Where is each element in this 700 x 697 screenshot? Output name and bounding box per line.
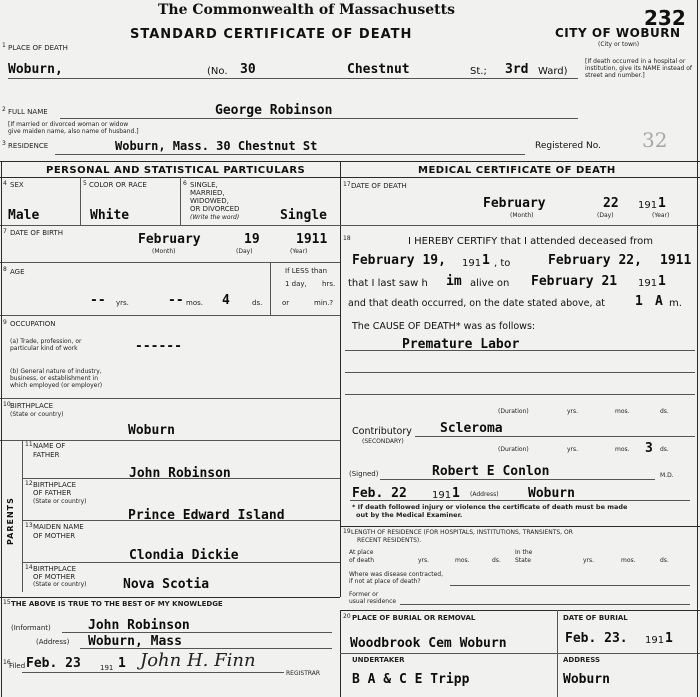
burial-mid-rule	[340, 653, 700, 654]
signed-rule	[380, 479, 655, 480]
occupation-b-label-3: which employed (or employer)	[10, 382, 103, 389]
field-num-15: 15	[3, 599, 11, 606]
place-of-death-label: PLACE OF DEATH	[8, 44, 68, 52]
birthplace-label-1: BIRTHPLACE	[10, 402, 54, 410]
undertaker-label: UNDERTAKER	[352, 656, 405, 664]
mother-label-2: OF MOTHER	[33, 532, 76, 540]
mother-row-rule	[22, 562, 340, 563]
signed-label: (Signed)	[349, 470, 379, 478]
field-num-5: 5	[83, 180, 87, 187]
min-label: min.?	[314, 299, 334, 307]
signed-name: Robert E Conlon	[432, 464, 550, 479]
marital-label-3: WIDOWED,	[190, 197, 229, 205]
full-name-note2: give maiden name, also name of husband.]	[8, 128, 139, 135]
filed-year-prefix: 191	[100, 664, 114, 672]
death-month-label: (Month)	[510, 212, 534, 219]
place-note: [If death occurred in a hospital or institution, give its NAME instead of street and number.]	[585, 58, 693, 79]
of-death-label: of death	[349, 557, 375, 564]
place-mos-label: mos.	[455, 557, 470, 564]
father-bp-label-2: OF FATHER	[33, 489, 72, 497]
secondary-label: (SECONDARY)	[362, 438, 404, 445]
undertaker-name: B A & C E Tripp	[352, 672, 470, 687]
contracted-label-1: Where was disease contracted,	[349, 571, 443, 578]
contrib-duration-mos: mos.	[615, 446, 630, 453]
filed-rule	[22, 672, 284, 673]
place-ward-label: Ward)	[538, 66, 568, 77]
contrib-duration-ds: ds.	[660, 446, 669, 453]
field-num-1: 1	[2, 42, 6, 49]
informant-rule	[62, 632, 332, 633]
contributory-value: Scleroma	[440, 421, 503, 436]
signed-date: Feb. 22	[352, 486, 407, 501]
informant-name: John Robinson	[88, 618, 190, 633]
burial-top-rule	[340, 610, 700, 611]
mother-bp-label-1: BIRTHPLACE	[33, 565, 77, 573]
dob-year-label: (Year)	[290, 248, 308, 255]
color-marital-divider	[180, 177, 181, 225]
sex-row-rule	[0, 225, 340, 226]
cause-label: The CAUSE OF DEATH* was as follows:	[352, 321, 536, 332]
dob-month-label: (Month)	[152, 248, 176, 255]
birthplace-row-rule	[0, 440, 340, 441]
certificate-number: 232	[644, 6, 686, 30]
dob-row-rule	[0, 262, 340, 263]
contrib-duration-label: (Duration)	[498, 446, 529, 453]
date-of-death-label: DATE OF DEATH	[351, 182, 407, 190]
marital-label-1: SINGLE,	[190, 181, 218, 189]
field-num-7: 7	[3, 228, 7, 235]
age-row-rule	[0, 315, 340, 316]
age-mos-label: mos.	[186, 299, 203, 307]
death-hour: 1	[635, 294, 643, 309]
in-the-label: In the	[515, 549, 533, 556]
place-number: 30	[240, 62, 256, 77]
death-year-prefix: 191	[638, 200, 658, 211]
burial-place-label: PLACE OF BURIAL OR REMOVAL	[352, 614, 476, 622]
place-ds-label: ds.	[492, 557, 501, 564]
cause-rule-2	[345, 372, 695, 373]
informant-address-rule	[80, 648, 332, 649]
field-num-6: 6	[183, 180, 187, 187]
left-frame	[1, 161, 2, 697]
full-name-label: FULL NAME	[8, 108, 48, 116]
father-bp-row-rule	[22, 520, 340, 521]
father-bp-label-3: (State or country)	[33, 498, 87, 505]
mother-label-1: MAIDEN NAME	[33, 523, 84, 531]
age-months: --	[168, 293, 184, 308]
marital-label-4: OR DIVORCED	[190, 205, 240, 213]
footnote-2: out by the Medical Examiner.	[356, 511, 463, 519]
death-ampm: A	[655, 294, 663, 309]
less-than-label: If LESS than	[285, 267, 328, 275]
city-note: (City or town)	[598, 41, 640, 48]
burial-place: Woodbrook Cem Woburn	[350, 636, 507, 651]
occupation-b-label-2: business, or establishment in	[10, 375, 98, 382]
certify-text: I HEREBY CERTIFY that I attended deceased from	[408, 236, 653, 247]
footnote-1: * If death followed injury or violence the certificate of death must be made	[352, 503, 628, 511]
field-num-13: 13	[25, 522, 33, 529]
field-num-12: 12	[25, 480, 33, 487]
birthplace-value: Woburn	[128, 423, 175, 438]
birthplace-label-2: (State or country)	[10, 411, 64, 418]
field-num-11: 11	[25, 441, 33, 448]
contrib-duration-days: 3	[645, 441, 653, 456]
death-year-label: (Year)	[652, 212, 670, 219]
dob-day-label: (Day)	[236, 248, 253, 255]
sex-color-divider	[80, 177, 81, 225]
state-label: State	[515, 557, 531, 564]
contributory-rule	[415, 436, 695, 437]
place-st-label: St.;	[470, 66, 487, 77]
medical-section-title: MEDICAL CERTIFICATE OF DEATH	[418, 165, 616, 176]
burial-date: Feb. 23.	[565, 631, 628, 646]
full-name-note1: [If married or divorced woman or widow	[8, 121, 129, 128]
attended-from-year-prefix: 191	[462, 258, 482, 269]
parents-label: PARENTS	[6, 497, 15, 545]
registrar-signature: John H. Finn	[140, 650, 256, 671]
residence-rule	[55, 154, 525, 155]
sex-label: SEX	[10, 181, 24, 189]
age-years: --	[90, 293, 106, 308]
occupation-value: ------	[135, 339, 182, 354]
field-num-17: 17	[343, 181, 351, 188]
alive-year-suffix: 1	[658, 274, 666, 289]
field-num-18: 18	[343, 235, 351, 242]
certificate-title: STANDARD CERTIFICATE OF DEATH	[130, 27, 413, 42]
burial-year-prefix: 191	[645, 635, 665, 646]
duration-ds: ds.	[660, 408, 669, 415]
death-year-suffix: 1	[658, 196, 666, 211]
state-mos-label: mos.	[621, 557, 636, 564]
state-ds-label: ds.	[660, 557, 669, 564]
field-num-3: 3	[2, 140, 6, 147]
death-month: February	[483, 196, 546, 211]
center-divider	[340, 161, 341, 597]
place-street: Chestnut	[347, 62, 410, 77]
death-occurred-text: and that death occurred, on the date stated above, at	[348, 298, 606, 309]
former-label-1: Former or	[349, 591, 379, 598]
father-name: John Robinson	[129, 466, 231, 481]
mother-bp-label-3: (State or country)	[33, 581, 87, 588]
occupation-row-rule	[0, 398, 340, 399]
to-label: , to	[494, 258, 511, 269]
dob-day: 19	[244, 232, 260, 247]
signed-address-rule	[350, 500, 690, 501]
marital-label-5: (Write the word)	[190, 214, 240, 221]
undertaker-address: Woburn	[563, 672, 610, 687]
dob-year: 1911	[296, 232, 328, 247]
color-label: COLOR OR RACE	[89, 181, 147, 189]
field-num-20: 20	[343, 613, 351, 620]
age-days: 4	[222, 293, 230, 308]
burial-year-suffix: 1	[665, 631, 673, 646]
occupation-a-label-2: particular kind of work	[10, 345, 78, 352]
cause-value: Premature Labor	[402, 337, 520, 352]
attended-from: February 19,	[352, 253, 446, 268]
father-label-1: NAME OF	[33, 442, 66, 450]
father-bp-label-1: BIRTHPLACE	[33, 481, 77, 489]
place-rule	[8, 78, 578, 79]
age-less-divider	[270, 262, 271, 315]
occupation-label: OCCUPATION	[10, 320, 56, 328]
contracted-label-2: if not at place of death?	[349, 578, 421, 585]
at-place-label: At place	[349, 549, 374, 556]
former-label-2: usual residence	[349, 598, 397, 605]
place-yrs-label: yrs.	[418, 557, 430, 564]
registered-label: Registered No.	[535, 141, 601, 151]
mother-birthplace: Nova Scotia	[123, 577, 210, 592]
burial-date-label: DATE OF BURIAL	[563, 614, 628, 622]
informant-label: (Informant)	[11, 624, 51, 632]
field-num-16: 16	[3, 659, 11, 666]
personal-section-title: PERSONAL AND STATISTICAL PARTICULARS	[46, 165, 306, 176]
field-num-9: 9	[3, 319, 7, 326]
field-num-2: 2	[2, 106, 6, 113]
father-label-2: FATHER	[33, 451, 60, 459]
former-rule	[400, 604, 690, 605]
marital-value: Single	[280, 208, 327, 223]
occupation-a-label-1: (a) Trade, profession, or	[10, 338, 82, 345]
undertaker-address-label: ADDRESS	[563, 656, 600, 664]
alive-year-prefix: 191	[638, 278, 658, 289]
death-day: 22	[603, 196, 619, 211]
parents-divider	[22, 440, 23, 592]
informant-top-rule	[0, 597, 340, 598]
city-name: CITY OF WOBURN	[555, 26, 681, 40]
field-num-4: 4	[3, 180, 7, 187]
field-num-19: 19	[343, 528, 351, 535]
last-alive-date: February 21	[531, 274, 618, 289]
section-header-rule	[0, 177, 700, 178]
md-label: M.D.	[660, 472, 674, 479]
or-label: or	[282, 299, 290, 307]
residence-length-label-1: LENGTH OF RESIDENCE (FOR HOSPITALS, INSTITUTIONS, TRANSIENTS, OR	[351, 529, 573, 536]
signed-address: Woburn	[528, 486, 575, 501]
age-ds-label: ds.	[252, 299, 263, 307]
cause-rule-3	[345, 394, 695, 395]
name-rule	[60, 118, 578, 119]
last-saw-him: im	[446, 274, 462, 289]
signed-year-prefix: 191	[432, 490, 452, 501]
residence-length-label-2: RECENT RESIDENTS).	[357, 537, 422, 544]
last-saw-text: that I last saw h	[348, 278, 428, 289]
residence-label: RESIDENCE	[8, 142, 49, 150]
occupation-b-label-1: (b) General nature of industry,	[10, 368, 102, 375]
contributory-label: Contributory	[352, 426, 412, 437]
age-label: AGE	[10, 268, 25, 276]
informant-address-label: (Address)	[36, 638, 70, 646]
field-num-10: 10	[3, 401, 11, 408]
residence-value: Woburn, Mass. 30 Chestnut St	[115, 139, 318, 153]
sex-value: Male	[8, 208, 40, 223]
duration-yrs: yrs.	[567, 408, 579, 415]
contracted-rule	[450, 585, 690, 586]
commonwealth-heading: The Commonwealth of Massachusetts	[158, 2, 455, 18]
informant-heading: THE ABOVE IS TRUE TO THE BEST OF MY KNOWLEDGE	[11, 600, 223, 608]
informant-address: Woburn, Mass	[88, 634, 182, 649]
contrib-duration-yrs: yrs.	[567, 446, 579, 453]
registered-number: 32	[642, 128, 668, 152]
father-birthplace: Prince Edward Island	[128, 508, 285, 523]
place-no-label: (No.	[207, 66, 228, 77]
table-top-rule	[0, 161, 700, 162]
mother-bp-label-2: OF MOTHER	[33, 573, 76, 581]
father-row-rule	[22, 478, 340, 479]
attended-to-year: 1911	[660, 253, 692, 268]
mother-name: Clondia Dickie	[129, 548, 239, 563]
marital-label-2: MARRIED,	[190, 189, 225, 197]
alive-text: alive on	[470, 278, 510, 289]
signed-year-suffix: 1	[452, 486, 460, 501]
registrar-label: REGISTRAR	[286, 670, 321, 677]
death-day-label: (Day)	[597, 212, 614, 219]
signed-address-label: (Address)	[470, 491, 499, 498]
field-num-14: 14	[25, 564, 33, 571]
field-num-8: 8	[3, 266, 7, 273]
full-name-value: George Robinson	[215, 103, 333, 118]
cause-rule-1	[345, 350, 695, 351]
residence-length-top-rule	[340, 526, 700, 527]
dob-label: DATE OF BIRTH	[10, 229, 63, 237]
hrs-label: hrs.	[322, 280, 336, 288]
right-frame	[697, 0, 698, 697]
state-yrs-label: yrs.	[583, 557, 595, 564]
color-value: White	[90, 208, 130, 223]
place-of-death-city: Woburn,	[8, 62, 63, 77]
place-ward: 3rd	[505, 62, 529, 77]
death-date-rule	[340, 225, 700, 226]
attended-to: February 22,	[548, 253, 642, 268]
dob-month: February	[138, 232, 201, 247]
filed-label: Filed	[9, 662, 26, 670]
one-day-label: 1 day,	[285, 280, 307, 288]
duration-label: (Duration)	[498, 408, 529, 415]
death-m-label: m.	[669, 298, 682, 309]
attended-from-year-suffix: 1	[482, 253, 490, 268]
age-yrs-label: yrs.	[116, 299, 129, 307]
filed-year-suffix: 1	[118, 656, 126, 671]
filed-date: Feb. 23	[26, 656, 81, 671]
duration-mos: mos.	[615, 408, 630, 415]
